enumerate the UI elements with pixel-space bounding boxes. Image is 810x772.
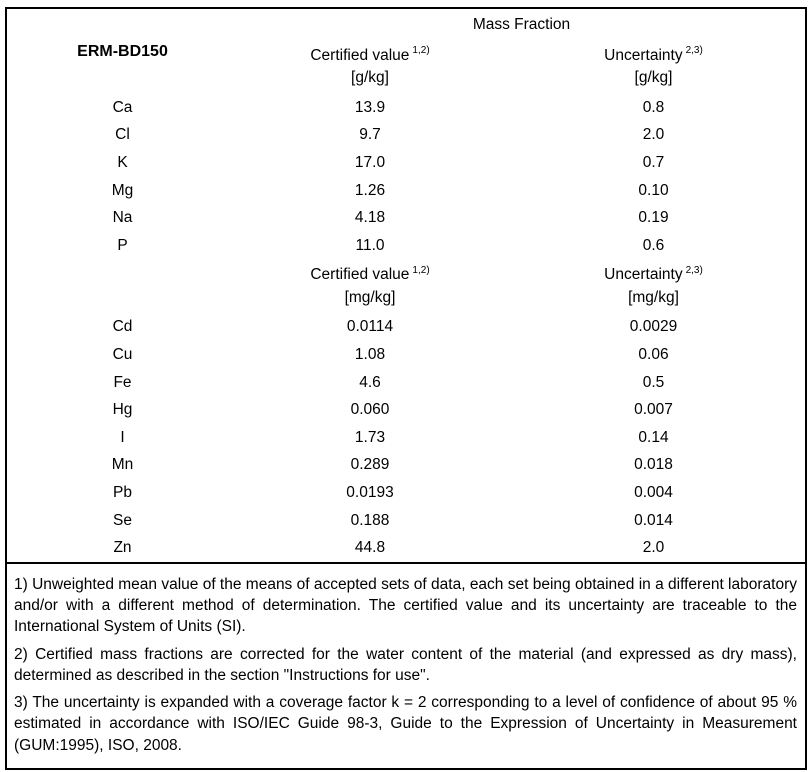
uncertainty-header-label: Uncertainty <box>604 46 683 64</box>
uncertainty-value: 2.0 <box>642 126 665 144</box>
footnote-ref-12: 1,2) <box>412 45 430 57</box>
footnotes-row <box>6 563 806 769</box>
element-symbol: Mg <box>111 181 134 199</box>
table-row <box>6 149 806 177</box>
table-row <box>6 452 806 480</box>
uncertainty-value: 2.0 <box>642 539 665 557</box>
certified-value: 4.6 <box>359 373 381 391</box>
certified-value: 13.9 <box>354 98 386 116</box>
uncertainty-value: 0.14 <box>638 428 669 446</box>
element-symbol: I <box>120 428 125 446</box>
element-symbol: Fe <box>113 373 132 391</box>
table-subheader-row-mgkg <box>6 260 806 314</box>
uncertainty-value: 0.6 <box>642 236 665 254</box>
element-symbol: K <box>117 153 128 171</box>
certified-value: 9.7 <box>359 126 381 144</box>
uncertainty-value: 0.5 <box>642 373 665 391</box>
table-row <box>6 396 806 424</box>
table-row <box>6 341 806 369</box>
certified-value-header-label: Certified value <box>310 46 410 64</box>
certified-value: 0.060 <box>350 401 390 419</box>
table-row <box>6 314 806 342</box>
certified-value-header-gkg <box>238 40 502 94</box>
uncertainty-header-label: Uncertainty <box>604 266 683 284</box>
footnote-2: 2) Certified mass fractions are corrected for the water content of the material (and expressed as dry mass), determined as described in the section "Instructions for use". <box>14 645 797 684</box>
table-row <box>6 369 806 397</box>
table-row <box>6 122 806 150</box>
certified-value: 4.18 <box>354 209 386 227</box>
element-symbol: Pb <box>113 483 132 501</box>
mass-fraction-header: Mass Fraction <box>472 15 571 33</box>
table-row <box>6 177 806 205</box>
element-symbol: Cd <box>112 318 133 336</box>
footnote-1: 1) Unweighted mean value of the means of accepted sets of data, each set being obtained in a different laboratory and/or with a different method of determination. The certified value and its uncertainty are traceable to the International System of Units (SI). <box>14 575 797 636</box>
table-row <box>6 232 806 260</box>
certified-value-header-label: Certified value <box>310 266 410 284</box>
uncertainty-value: 0.19 <box>638 209 669 227</box>
certified-value: 0.188 <box>350 511 390 529</box>
certified-value: 11.0 <box>355 236 385 254</box>
footnote-ref-23: 2,3) <box>685 264 703 276</box>
material-id-cell: ERM-BD150 <box>77 42 168 60</box>
certified-value: 44.8 <box>354 539 386 557</box>
unit-label-mgkg: [mg/kg] <box>344 288 396 306</box>
table-header-row <box>6 8 806 40</box>
mgkg-rows <box>6 314 806 563</box>
element-symbol: Ca <box>112 98 133 116</box>
element-symbol: P <box>117 236 128 254</box>
unit-label-gkg-2: [g/kg] <box>634 69 673 86</box>
uncertainty-value: 0.8 <box>642 98 665 116</box>
table-row <box>6 507 806 535</box>
uncertainty-value: 0.014 <box>634 511 673 529</box>
uncertainty-value: 0.10 <box>638 181 669 199</box>
certified-value: 0.289 <box>350 456 390 474</box>
table-row <box>6 534 806 563</box>
uncertainty-value: 0.0029 <box>629 318 678 336</box>
unit-label-mgkg-2: [mg/kg] <box>628 288 679 306</box>
table-row <box>6 94 806 122</box>
unit-label-gkg: [g/kg] <box>351 69 389 86</box>
element-symbol: Zn <box>113 539 132 557</box>
uncertainty-value: 0.018 <box>634 456 673 474</box>
table-row <box>6 479 806 507</box>
footnote-3: 3) The uncertainty is expanded with a coverage factor k = 2 corresponding to a level of confidence of about 95 % estimated in accordance with ISO/IEC Guide 98-3, Guide to the Expression of Uncertainty in Measurement (GUM:1995), ISO, 2008. <box>14 694 797 754</box>
table-row <box>6 424 806 452</box>
uncertainty-value: 0.004 <box>634 483 673 501</box>
table-row <box>6 204 806 232</box>
certified-value: 0.0114 <box>346 318 394 336</box>
element-symbol: Hg <box>112 401 133 419</box>
certified-value: 1.26 <box>354 181 386 199</box>
footnote-ref-23: 2,3) <box>685 45 703 57</box>
footnote-ref-12: 1,2) <box>412 264 430 276</box>
uncertainty-value: 0.007 <box>634 401 673 419</box>
element-symbol: Na <box>112 209 133 227</box>
certified-values-table <box>5 7 807 770</box>
element-symbol: Cl <box>115 126 130 144</box>
uncertainty-value: 0.06 <box>638 345 669 363</box>
uncertainty-value: 0.7 <box>642 153 665 171</box>
uncertainty-header-mgkg <box>502 260 806 314</box>
certified-value-header-mgkg <box>238 260 502 314</box>
certified-value: 17.0 <box>354 153 386 171</box>
gkg-rows <box>6 94 806 260</box>
element-symbol: Se <box>113 511 132 529</box>
certified-value: 1.73 <box>354 428 386 446</box>
footnotes-cell <box>6 563 806 769</box>
certified-value: 0.0193 <box>346 483 394 501</box>
uncertainty-header-gkg <box>502 40 806 94</box>
certified-value: 1.08 <box>354 345 386 363</box>
empty-cell <box>6 260 238 314</box>
element-symbol: Mn <box>111 456 134 474</box>
element-symbol: Cu <box>112 345 133 363</box>
